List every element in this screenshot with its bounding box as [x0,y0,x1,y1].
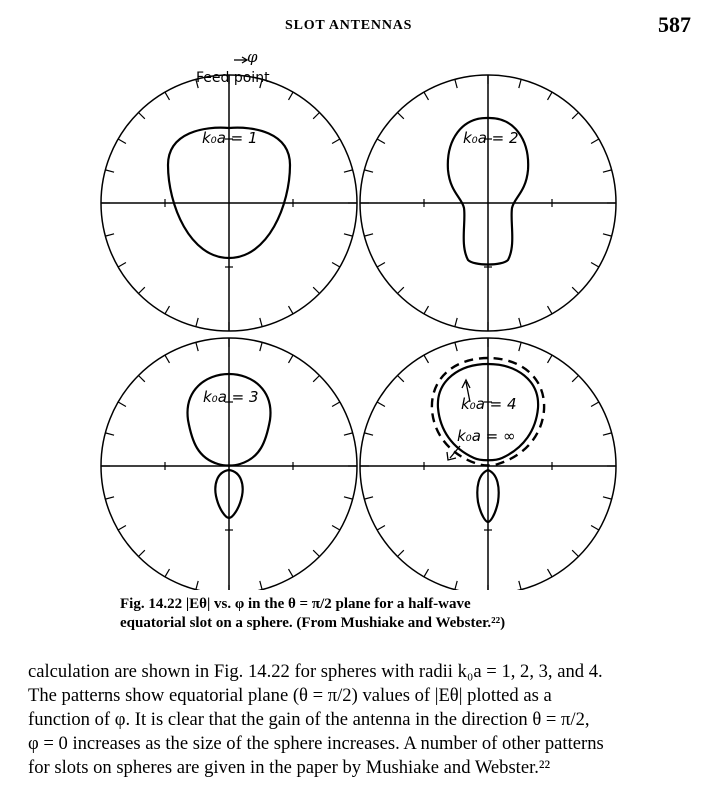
polar-tick [260,318,262,327]
running-title: SLOT ANTENNAS [285,18,413,33]
polar-tick [519,79,521,88]
polar-tick [591,402,599,407]
polar-tick [118,402,126,407]
polar-tick [424,92,429,100]
polar-tick [548,355,553,363]
polar-tick [603,497,612,499]
polar-tick [289,92,294,100]
polar-tick [165,569,170,577]
polar-tick [332,263,340,268]
polar-tick [519,318,521,327]
polar-tick [332,402,340,407]
polar-tick [364,433,373,435]
body-line: φ = 0 increases as the size of the sphere increases. A number of other patterns [28,733,604,754]
polar-tick [138,550,144,556]
phi-symbol: φ [247,48,258,66]
polar-tick [377,402,385,407]
polar-tick [196,342,198,351]
polar-tick [548,306,553,314]
polar-tick [548,569,553,577]
polar-tick [572,375,578,381]
polar-tick [519,581,521,590]
polar-tick [591,263,599,268]
panel-3-label: k₀a = 3 [203,388,259,406]
polar-tick [344,433,353,435]
polar-tick [289,569,294,577]
polar-tick [397,112,403,118]
polar-tick [424,569,429,577]
polar-tick [377,263,385,268]
polar-tick [424,306,429,314]
polar-tick [138,375,144,381]
polar-tick [260,581,262,590]
panel-4-label: k₀a = 4 [461,395,517,413]
polar-tick [377,526,385,531]
body-paragraph [28,660,708,780]
polar-tick [397,550,403,556]
polar-tick [196,581,198,590]
caption-line: Fig. 14.22 |Eθ| vs. φ in the θ = π/2 plane for a half-wave [120,596,471,612]
polar-tick [603,433,612,435]
body-line: for slots on spheres are given in the paper by Mushiake and Webster.²² [28,757,551,778]
polar-tick [455,581,457,590]
polar-tick [572,550,578,556]
polar-tick [424,355,429,363]
polar-tick [397,375,403,381]
polar-tick [260,342,262,351]
polar-tick [165,355,170,363]
page-number: 587 [658,12,691,37]
polar-tick [364,170,373,172]
polar-tick [332,526,340,531]
polar-tick [519,342,521,351]
polar-tick [548,92,553,100]
polar-tick [455,342,457,351]
feed-point-label: Feed point [196,70,270,86]
polar-tick [118,263,126,268]
polar-tick [572,287,578,293]
panel-4-label-infinity: k₀a = ∞ [457,427,516,445]
polar-tick [118,526,126,531]
polar-tick [455,318,457,327]
polar-tick [313,550,319,556]
body-line: The patterns show equatorial plane (θ = π/2) values of |Eθ| plotted as a [28,685,552,706]
caption-line: equatorial slot on a sphere. (From Mushiake and Webster.²²) [120,615,506,631]
polar-tick [344,234,353,236]
polar-tick [603,234,612,236]
polar-tick [344,497,353,499]
polar-tick [591,526,599,531]
polar-tick [105,170,114,172]
polar-tick [591,139,599,144]
polar-tick [377,139,385,144]
polar-tick [455,79,457,88]
polar-tick [165,92,170,100]
polar-tick [364,234,373,236]
polar-tick [572,112,578,118]
polar-tick [332,139,340,144]
polar-tick [118,139,126,144]
polar-tick [105,497,114,499]
figure-caption [120,595,640,633]
polar-tick [138,287,144,293]
body-line: calculation are shown in Fig. 14.22 for spheres with radii k₀a = 1, 2, 3, and 4. [28,661,603,682]
polar-tick [105,234,114,236]
polar-tick [397,287,403,293]
page-header [0,12,720,42]
polar-tick [313,112,319,118]
polar-tick [313,375,319,381]
body-line: function of φ. It is clear that the gain of the antenna in the direction θ = π/2, [28,709,590,730]
polar-tick [364,497,373,499]
polar-tick [603,170,612,172]
polar-tick [313,287,319,293]
panel-1-label: k₀a = 1 [202,129,258,147]
polar-tick [138,112,144,118]
polar-tick [289,355,294,363]
polar-tick [165,306,170,314]
polar-tick [289,306,294,314]
polar-tick [344,170,353,172]
panel-2-label: k₀a = 2 [463,129,519,147]
radiation-pattern-figure [0,40,720,590]
polar-tick [105,433,114,435]
polar-tick [196,318,198,327]
